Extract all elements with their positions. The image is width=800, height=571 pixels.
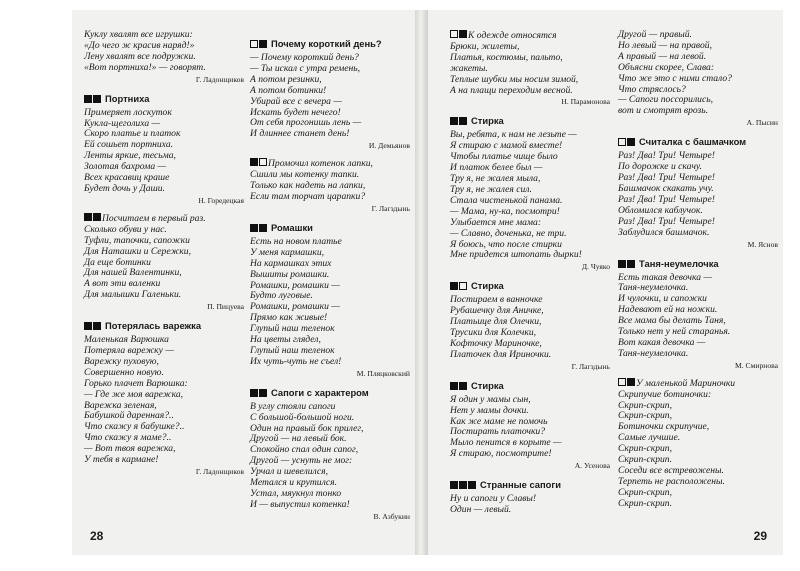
poem-line: Сколько обуви у нас. bbox=[84, 223, 167, 235]
poem-text bbox=[450, 295, 610, 371]
poem-line: Другой — на левый бок. bbox=[250, 433, 347, 445]
poem-line: У тебя в кармане! bbox=[84, 454, 159, 466]
poem-author: Г. Ладонщиков bbox=[195, 467, 244, 476]
poem-title-text: Ромашки bbox=[271, 221, 313, 233]
poem-line: Скрип-скрип. bbox=[618, 454, 673, 466]
poem-line: Что же это с ними стало? bbox=[618, 72, 732, 84]
poem-line: Маленькая Варюшка bbox=[84, 334, 169, 346]
poem-line: Трусики для Колечки, bbox=[450, 327, 537, 339]
poem-line: Метался и крутился. bbox=[250, 477, 337, 489]
poem-line: Убирай все с вечера — bbox=[250, 95, 342, 107]
poem-line: Скоро платье и платок bbox=[84, 128, 181, 140]
poem-line: Раз! Два! Три! Четыре! bbox=[618, 150, 715, 162]
section-marker-icon bbox=[250, 39, 268, 51]
poem-line: Но левый — на правой, bbox=[618, 39, 712, 51]
poem-line: Варежка зеленая, bbox=[84, 399, 157, 411]
section-marker-icon bbox=[250, 223, 268, 235]
poem-text bbox=[250, 237, 410, 379]
poem-line: По дорожке и скачу. bbox=[618, 161, 702, 173]
section-marker-icon bbox=[618, 378, 636, 389]
section-marker-icon bbox=[450, 281, 468, 293]
poem-first-line bbox=[618, 378, 778, 390]
poem-text bbox=[84, 213, 244, 312]
section-marker-icon bbox=[450, 30, 468, 41]
poem-title bbox=[84, 320, 244, 333]
page-number: 28 bbox=[90, 529, 104, 543]
poem-first-line-text: У маленькой Мариночки bbox=[636, 377, 736, 389]
poem-first-line bbox=[84, 213, 244, 225]
poem-line: Платьице для Олечки, bbox=[450, 316, 542, 328]
poem-line: Что стряслось? bbox=[618, 83, 686, 95]
poem-line: Тру я, не жалея мыла, bbox=[450, 173, 541, 185]
poem-line: вот и смотрят врозь. bbox=[618, 105, 709, 117]
poem-line: От себя прогонишь лень — bbox=[250, 117, 362, 129]
poem-line: Постираем в ванночке bbox=[450, 294, 543, 306]
poem-line: А правый — на левой. bbox=[618, 50, 707, 62]
poem-line: «Вот портниха!» — говорят. bbox=[84, 61, 206, 73]
poem-line: Вот какая девочка — bbox=[618, 336, 706, 348]
poem-line: Будет дочь у Даши. bbox=[84, 182, 165, 194]
poem-line: Глупый наш теленок bbox=[250, 323, 335, 335]
poem-line: Спокойно спал один сапог, bbox=[250, 444, 359, 456]
poem-line: Искать будет нечего! bbox=[250, 106, 341, 118]
poem-line: Кофточку Мариночке, bbox=[450, 337, 542, 349]
poem-title bbox=[450, 380, 610, 393]
poem-title bbox=[250, 38, 410, 51]
poem-author: М. Смирнова bbox=[735, 360, 778, 370]
poem-line: Скрип-скрип, bbox=[618, 410, 673, 422]
poem-line: Тру я, не жалея сил. bbox=[450, 183, 532, 195]
poem-title bbox=[84, 93, 244, 106]
poem-author: Д. Чуяко bbox=[581, 262, 610, 272]
poem bbox=[450, 280, 610, 371]
poem-author: Г. Лагздынь bbox=[371, 203, 410, 213]
poem-line: Да еще ботинки bbox=[84, 256, 151, 268]
poem-line: Лену хвалят все подружки. bbox=[84, 50, 196, 62]
poem-title bbox=[250, 222, 410, 235]
poem-title bbox=[450, 479, 610, 492]
poem bbox=[618, 30, 778, 128]
poem bbox=[618, 378, 778, 510]
poem-line: Туфли, тапочки, сапожки bbox=[84, 234, 190, 246]
poem-line: В углу стояли сапоги bbox=[250, 400, 336, 412]
poem-line: Заблудился башмачок. bbox=[618, 226, 710, 238]
poem-title-text: Стирка bbox=[471, 115, 504, 127]
left-column-1 bbox=[84, 30, 244, 477]
poem-line: Таня-неумелочка. bbox=[618, 282, 689, 294]
poem-line: Потеряла варежку — bbox=[84, 345, 174, 357]
poem-line: — Мама, ну-ка, посмотри! bbox=[450, 205, 560, 217]
poem-author: П. Пицуева bbox=[207, 302, 244, 312]
poem-title bbox=[450, 115, 610, 128]
poem-line: «До чего ж красив наряд!» bbox=[84, 39, 195, 51]
poem-text bbox=[450, 494, 610, 516]
section-marker-icon bbox=[250, 388, 268, 400]
poem-line: Горько плачет Варюшка: bbox=[84, 377, 188, 389]
poem-line: Ботиночки скрипучие, bbox=[618, 421, 710, 433]
poem-line: Золотая бахрома — bbox=[84, 161, 167, 173]
poem-line: Терпеть не расположены. bbox=[618, 475, 725, 487]
poem bbox=[450, 380, 610, 471]
poem-title-text: Таня-неумелочка bbox=[639, 257, 719, 269]
poem-line: Их чуть-чуть не съел! bbox=[250, 355, 342, 367]
poem bbox=[450, 115, 610, 272]
poem-title-text: Сапоги с характером bbox=[271, 386, 369, 398]
poem-title-text: Портниха bbox=[105, 92, 150, 104]
poem-title-text: Потерялась варежка bbox=[105, 320, 202, 332]
poem-line: Раз! Два! Три! Четыре! bbox=[618, 172, 715, 184]
poem-line: Соседи все встревожены. bbox=[618, 465, 724, 476]
poem-line: Я стираю с мамой вместе! bbox=[450, 140, 563, 152]
poem-text bbox=[250, 402, 410, 522]
poem-text bbox=[618, 30, 778, 128]
poem-author: Г. Лагздынь bbox=[571, 361, 610, 371]
poem-line: Куклу хвалят все игрушки: bbox=[84, 29, 193, 40]
poem-line: Есть такая девочка — bbox=[618, 271, 712, 283]
poem-line: Варежку пуховую, bbox=[84, 355, 159, 367]
poem bbox=[84, 30, 244, 85]
poem-title bbox=[250, 387, 410, 400]
poem-line: Другой — уснуть не мог: bbox=[250, 455, 353, 467]
poem-text bbox=[250, 53, 410, 151]
poem-title-text: Стирка bbox=[471, 280, 504, 292]
poem-title bbox=[618, 258, 778, 271]
poem-line: Прямо как живые! bbox=[250, 312, 328, 324]
poem-author: А. Усенова bbox=[574, 461, 610, 471]
left-page bbox=[72, 10, 415, 555]
poem-text bbox=[450, 130, 610, 272]
poem-line: Скрип-скрип, bbox=[618, 399, 673, 411]
poem-line: Кукла-щеголиха — bbox=[84, 117, 161, 129]
poem-title-text: Почему короткий день? bbox=[271, 38, 382, 49]
poem-text bbox=[250, 158, 410, 214]
poem-line: Бабушкой даренная?.. bbox=[84, 410, 174, 422]
poem-line: Ромашки, ромашки — bbox=[250, 279, 340, 291]
poem-first-line-text: Посчитаем в первый раз. bbox=[102, 212, 206, 224]
poem-line: Только как надеть на лапки, bbox=[250, 180, 366, 192]
poem-text bbox=[450, 30, 610, 107]
section-marker-icon bbox=[84, 94, 102, 106]
poem bbox=[84, 320, 244, 477]
poem-line: На цветы глядел, bbox=[250, 334, 321, 346]
poem-line: Самые лучшие. bbox=[618, 432, 681, 444]
poem-author: М. Пляцковский bbox=[356, 368, 410, 378]
poem-line: Совершенно новую. bbox=[84, 366, 164, 378]
poem-text bbox=[618, 378, 778, 510]
poem-line: Скрип-скрип, bbox=[618, 443, 673, 455]
poem bbox=[84, 93, 244, 206]
section-marker-icon bbox=[618, 259, 636, 271]
poem-author: А. Пысин bbox=[746, 118, 778, 128]
poem-line: Другой — правый. bbox=[618, 29, 692, 40]
poem-first-line-text: Промочил котенок лапки, bbox=[268, 158, 373, 170]
poem-line: А вот эти валенки bbox=[84, 278, 161, 290]
poem-line: Глупый наш теленок bbox=[250, 344, 335, 356]
poem-line: Раз! Два! Три! Четыре! bbox=[618, 193, 715, 205]
poem-title-text: Странные сапоги bbox=[480, 479, 562, 491]
poem-line: Скрипучие ботиночки: bbox=[618, 388, 712, 400]
poem-author: Н. Горедецкая bbox=[198, 195, 244, 205]
poem-line: Ну и сапоги у Славы! bbox=[450, 493, 537, 505]
page-number: 29 bbox=[753, 529, 767, 543]
poem-line: — Почему короткий день? bbox=[250, 52, 359, 63]
poem-title-text: Стирка bbox=[471, 379, 504, 391]
poem-line: У меня кармашки, bbox=[250, 246, 325, 258]
poem bbox=[450, 479, 610, 516]
poem-line: Теплые шубки мы носим зимой, bbox=[450, 73, 579, 85]
poem-line: Есть на новом платье bbox=[250, 235, 342, 247]
poem-line: И чулочки, и сапожки bbox=[618, 293, 707, 305]
poem-line: — Сапоги поссорились, bbox=[618, 94, 713, 106]
poem-line: Что скажу я маме?.. bbox=[84, 432, 172, 444]
poem-line: Стала чистенькой панама. bbox=[450, 194, 563, 206]
poem-line: И платок белее был — bbox=[450, 162, 543, 174]
book-gutter bbox=[415, 10, 428, 555]
poem-line: Мне придется штопать дырки! bbox=[450, 249, 582, 261]
poem-line: Для малышки Галеньки. bbox=[84, 289, 182, 301]
poem bbox=[84, 213, 244, 312]
poem-line: Что скажу я бабушке?.. bbox=[84, 421, 185, 433]
poem-line: А потом ботинки! bbox=[250, 84, 327, 96]
section-marker-icon bbox=[84, 213, 102, 224]
poem-author: Н. Парамонова bbox=[561, 97, 610, 107]
poem-line: Рубашечку для Аничке, bbox=[450, 305, 544, 317]
poem-line: Ей сошьет портниха. bbox=[84, 139, 174, 151]
poem bbox=[618, 258, 778, 371]
poem-line: Для нашей Валентинки, bbox=[84, 267, 182, 279]
poem-line: Обломился каблучок. bbox=[618, 204, 703, 216]
section-marker-icon bbox=[618, 137, 636, 149]
poem-title bbox=[450, 280, 610, 293]
poem-line: Скрип-скрип. bbox=[618, 497, 673, 509]
poem bbox=[618, 136, 778, 249]
poem-line: жакеты. bbox=[450, 62, 488, 74]
poem-line: Один на правый бок прилег, bbox=[250, 422, 364, 434]
section-marker-icon bbox=[450, 480, 477, 492]
poem-line: Башмачок скакать учу. bbox=[618, 182, 714, 194]
right-page bbox=[428, 10, 783, 555]
poem-line: — Славно, доченька, не три. bbox=[450, 227, 567, 239]
left-column-2 bbox=[250, 30, 410, 522]
poem-line: Примеряет лоскуток bbox=[84, 106, 172, 118]
poem bbox=[250, 158, 410, 214]
poem-line: Ромашки, ромашки — bbox=[250, 301, 340, 313]
poem-line: Платья, костюмы, пальто, bbox=[450, 51, 563, 63]
poem-text bbox=[84, 30, 244, 85]
poem-line: Устал, мяукнул тонко bbox=[250, 488, 342, 499]
poem bbox=[250, 222, 410, 379]
poem bbox=[450, 30, 610, 107]
poem-line: Как же маме не помочь bbox=[450, 415, 548, 427]
poem-text bbox=[84, 108, 244, 206]
poem-line: Я боюсь, что после стирки bbox=[450, 238, 562, 250]
poem-title bbox=[618, 136, 778, 149]
poem-line: Ленты яркие, тесьма, bbox=[84, 150, 176, 162]
right-column-2 bbox=[618, 30, 778, 510]
poem-line: Только нет у ней старанья. bbox=[618, 326, 731, 338]
poem-text bbox=[450, 395, 610, 471]
poem-author: И. Демьянов bbox=[368, 141, 410, 151]
poem-text bbox=[618, 151, 778, 249]
poem-line: Всех красавиц краше bbox=[84, 172, 170, 184]
poem-line: Улыбается мне мама: bbox=[450, 216, 542, 228]
poem-line: И длиннее станет день! bbox=[250, 128, 350, 140]
poem-line: Я один у мамы сын, bbox=[450, 393, 531, 405]
poem-line: Раз! Два! Три! Четыре! bbox=[618, 215, 715, 227]
poem-line: Будто луговые. bbox=[250, 290, 313, 302]
poem-line: А на плащи переходим весной. bbox=[450, 84, 573, 96]
section-marker-icon bbox=[250, 158, 268, 169]
poem-line: Объясни скорее, Слава: bbox=[618, 61, 715, 73]
poem-line: Нет у мамы дочки. bbox=[450, 404, 529, 416]
poem-line: Чтобы платье чище было bbox=[450, 151, 558, 163]
poem-line: А потом резинки, bbox=[250, 73, 322, 85]
poem-line: Таня-неумелочка. bbox=[618, 347, 689, 359]
poem-line: Для Наташки и Сережки, bbox=[84, 245, 191, 257]
poem-line: — Где же моя варежка, bbox=[84, 388, 184, 400]
poem-line: Постирать платочки? bbox=[450, 426, 546, 438]
section-marker-icon bbox=[450, 381, 468, 393]
right-column-1 bbox=[450, 30, 610, 516]
poem-line: На кармашках этих bbox=[250, 257, 332, 269]
poem bbox=[250, 387, 410, 522]
section-marker-icon bbox=[84, 321, 102, 333]
poem bbox=[250, 38, 410, 151]
poem-line: Один — левый. bbox=[450, 504, 512, 516]
poem-line: — Вот твоя варежка, bbox=[84, 443, 176, 455]
poem-line: Все мама бы делать Таня, bbox=[618, 315, 726, 327]
poem-line: Скрип-скрип, bbox=[618, 486, 673, 498]
poem-author: Г. Ладонщиков bbox=[195, 74, 244, 84]
poem-line: Вы, ребята, к нам не лезьте — bbox=[450, 129, 577, 141]
poem-line: Вышиты ромашки. bbox=[250, 268, 330, 280]
poem-text bbox=[618, 273, 778, 371]
poem-line: Я стираю, посмотрите! bbox=[450, 448, 552, 460]
poem-line: И — выпустил котенка! bbox=[250, 498, 350, 510]
poem-line: Сшили мы котенку тапки. bbox=[250, 169, 360, 181]
poem-line: С большой-большой ноги. bbox=[250, 411, 355, 423]
poem-line: Надевают ей на ножки. bbox=[618, 304, 718, 316]
poem-line: Платочек для Ириночки. bbox=[450, 348, 552, 360]
poem-line: Урчал и шевелился, bbox=[250, 466, 328, 478]
poem-line: Если там торчат царапки? bbox=[250, 190, 366, 202]
poem-first-line-text: К одежде относятся bbox=[468, 30, 557, 41]
poem-title-text: Считалка с башмачком bbox=[639, 136, 747, 148]
poem-text bbox=[84, 335, 244, 477]
poem-line: Брюки, жилеты, bbox=[450, 40, 520, 52]
poem-line: Мыло пенится в корыте — bbox=[450, 437, 562, 449]
poem-author: В. Азбукин bbox=[373, 511, 410, 521]
poem-line: — Ты искал с утра ремень, bbox=[250, 62, 361, 74]
section-marker-icon bbox=[450, 116, 468, 128]
poem-author: М. Яснов bbox=[747, 239, 778, 249]
